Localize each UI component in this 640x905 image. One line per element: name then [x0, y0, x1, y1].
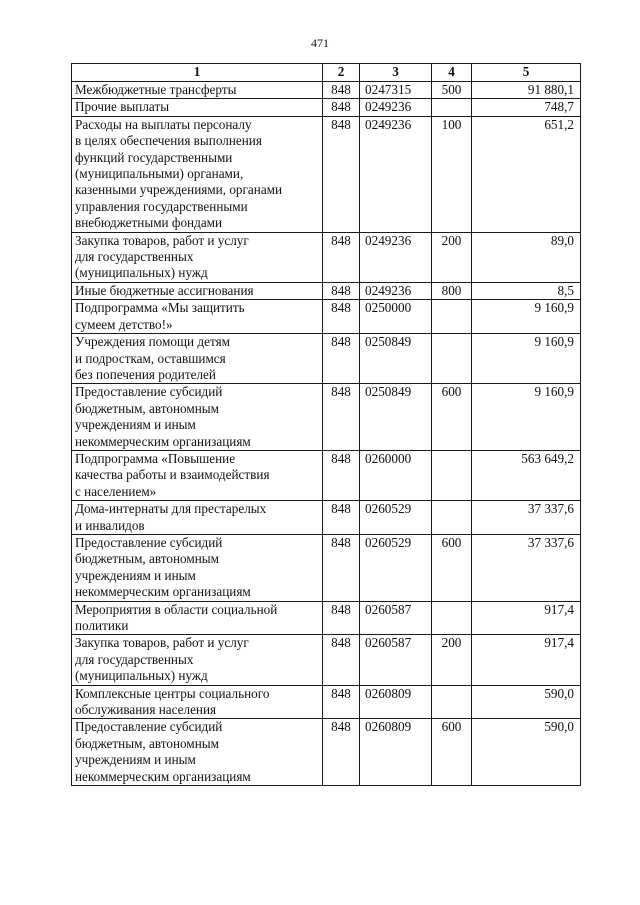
- table-row: [72, 99, 581, 116]
- header-col-1: 1: [72, 64, 323, 82]
- cell-expense-name: Комплексные центры социального обслуживания населения: [72, 685, 323, 719]
- cell-target-article: 0260587: [360, 601, 432, 635]
- cell-admin-code: 848: [323, 99, 360, 116]
- cell-amount: 590,0: [472, 719, 581, 786]
- cell-expense-name: Закупка товаров, работ и услуг для государственных (муниципальных) нужд: [72, 635, 323, 685]
- cell-admin-code: 848: [323, 82, 360, 99]
- cell-amount: 590,0: [472, 685, 581, 719]
- cell-amount: 748,7: [472, 99, 581, 116]
- cell-amount: 8,5: [472, 282, 581, 299]
- cell-expense-name: Закупка товаров, работ и услуг для государственных (муниципальных) нужд: [72, 232, 323, 282]
- table-row: [72, 450, 581, 500]
- table-row: [72, 82, 581, 99]
- page-number: 471: [311, 36, 329, 50]
- header-col-5: 5: [472, 64, 581, 82]
- cell-expense-type: 600: [432, 534, 472, 601]
- cell-expense-name: Дома-интернаты для престарелых и инвалидов: [72, 501, 323, 535]
- cell-admin-code: 848: [323, 232, 360, 282]
- header-row: [72, 64, 581, 82]
- cell-expense-type: [432, 685, 472, 719]
- cell-admin-code: 848: [323, 282, 360, 299]
- cell-target-article: 0260587: [360, 635, 432, 685]
- cell-expense-name: Подпрограмма «Мы защитить сумеем детство!»: [72, 300, 323, 334]
- cell-expense-type: [432, 334, 472, 384]
- cell-expense-type: 800: [432, 282, 472, 299]
- cell-amount: 917,4: [472, 601, 581, 635]
- cell-expense-name: Учреждения помощи детям и подросткам, оставшимся без попечения родителей: [72, 334, 323, 384]
- cell-target-article: 0260809: [360, 719, 432, 786]
- cell-expense-type: 600: [432, 384, 472, 451]
- table-row: [72, 116, 581, 232]
- cell-admin-code: 848: [323, 501, 360, 535]
- table-row: [72, 334, 581, 384]
- cell-expense-type: [432, 300, 472, 334]
- cell-expense-type: [432, 501, 472, 535]
- cell-admin-code: 848: [323, 334, 360, 384]
- cell-expense-type: 600: [432, 719, 472, 786]
- cell-amount: 917,4: [472, 635, 581, 685]
- cell-target-article: 0260529: [360, 501, 432, 535]
- cell-target-article: 0250849: [360, 384, 432, 451]
- cell-target-article: 0249236: [360, 282, 432, 299]
- cell-expense-name: Мероприятия в области социальной политики: [72, 601, 323, 635]
- cell-expense-name: Межбюджетные трансферты: [72, 82, 323, 99]
- table-row: [72, 282, 581, 299]
- cell-admin-code: 848: [323, 635, 360, 685]
- cell-target-article: 0260809: [360, 685, 432, 719]
- cell-expense-name: Иные бюджетные ассигнования: [72, 282, 323, 299]
- table-row: [72, 719, 581, 786]
- table-body: [72, 82, 581, 786]
- cell-amount: 563 649,2: [472, 450, 581, 500]
- cell-expense-type: 500: [432, 82, 472, 99]
- cell-admin-code: 848: [323, 116, 360, 232]
- cell-admin-code: 848: [323, 534, 360, 601]
- cell-target-article: 0249236: [360, 99, 432, 116]
- cell-expense-name: Подпрограмма «Повышение качества работы и взаимодействия с населением»: [72, 450, 323, 500]
- cell-target-article: 0247315: [360, 82, 432, 99]
- header-col-2: 2: [323, 64, 360, 82]
- table-row: [72, 534, 581, 601]
- table-header: [72, 64, 581, 82]
- cell-expense-type: [432, 450, 472, 500]
- table-row: [72, 635, 581, 685]
- cell-expense-name: Расходы на выплаты персоналу в целях обеспечения выполнения функций государственными (муниципальными) органами, казенными учреждениями, органами управления государственными внебюджетными фондами: [72, 116, 323, 232]
- cell-target-article: 0260000: [360, 450, 432, 500]
- table-row: [72, 685, 581, 719]
- cell-expense-type: [432, 99, 472, 116]
- table-row: [72, 232, 581, 282]
- cell-amount: 89,0: [472, 232, 581, 282]
- cell-amount: 91 880,1: [472, 82, 581, 99]
- cell-expense-type: 200: [432, 635, 472, 685]
- cell-target-article: 0260529: [360, 534, 432, 601]
- cell-amount: 651,2: [472, 116, 581, 232]
- cell-target-article: 0249236: [360, 232, 432, 282]
- cell-expense-name: Предоставление субсидий бюджетным, автономным учреждениям и иным некоммерческим организациям: [72, 719, 323, 786]
- cell-expense-name: Прочие выплаты: [72, 99, 323, 116]
- cell-expense-type: 100: [432, 116, 472, 232]
- header-col-3: 3: [360, 64, 432, 82]
- cell-admin-code: 848: [323, 450, 360, 500]
- header-col-4: 4: [432, 64, 472, 82]
- table-row: [72, 501, 581, 535]
- cell-amount: 9 160,9: [472, 300, 581, 334]
- cell-expense-name: Предоставление субсидий бюджетным, автономным учреждениям и иным некоммерческим организациям: [72, 534, 323, 601]
- table-row: [72, 300, 581, 334]
- cell-amount: 9 160,9: [472, 384, 581, 451]
- cell-target-article: 0249236: [360, 116, 432, 232]
- cell-amount: 37 337,6: [472, 501, 581, 535]
- budget-table: [71, 63, 581, 786]
- cell-amount: 9 160,9: [472, 334, 581, 384]
- cell-target-article: 0250000: [360, 300, 432, 334]
- table-row: [72, 384, 581, 451]
- cell-target-article: 0250849: [360, 334, 432, 384]
- cell-expense-name: Предоставление субсидий бюджетным, автономным учреждениям и иным некоммерческим организациям: [72, 384, 323, 451]
- cell-admin-code: 848: [323, 601, 360, 635]
- cell-admin-code: 848: [323, 685, 360, 719]
- cell-amount: 37 337,6: [472, 534, 581, 601]
- cell-admin-code: 848: [323, 384, 360, 451]
- cell-expense-type: [432, 601, 472, 635]
- cell-admin-code: 848: [323, 300, 360, 334]
- cell-admin-code: 848: [323, 719, 360, 786]
- table-row: [72, 601, 581, 635]
- cell-expense-type: 200: [432, 232, 472, 282]
